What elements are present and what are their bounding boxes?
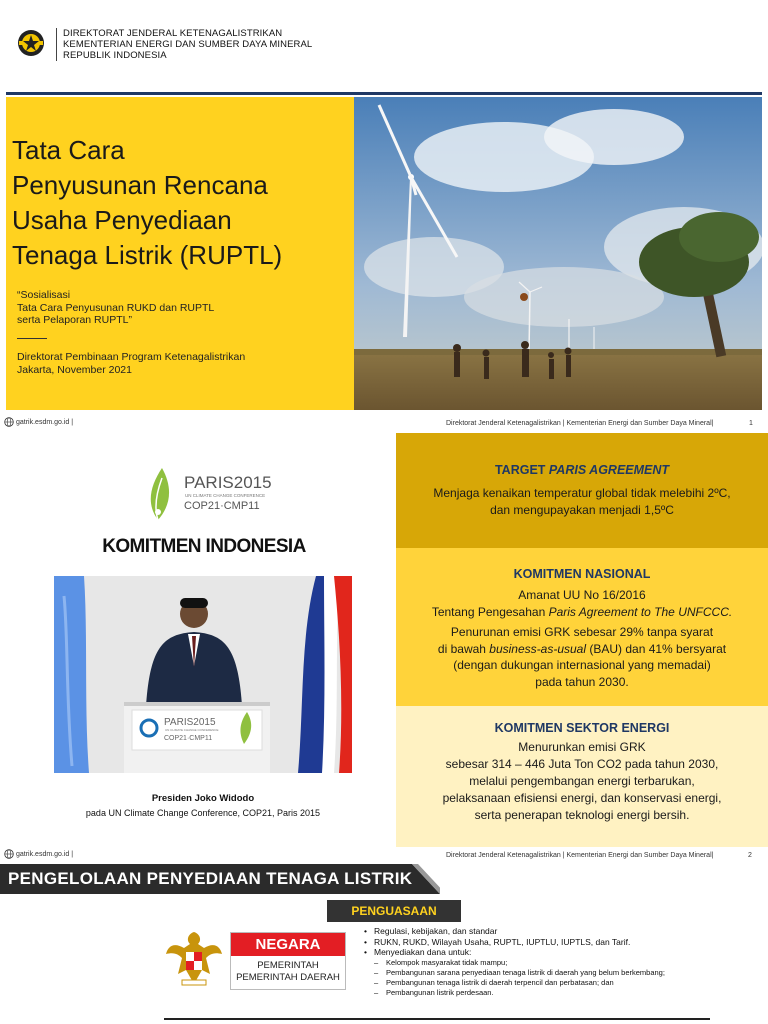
target-heading-pre: TARGET <box>494 463 549 477</box>
page-number: 2 <box>748 852 752 859</box>
nasional-line-4-pre: di bawah <box>437 641 490 656</box>
organizer-line-1: Direktorat Pembinaan Program Ketenagalistrikan <box>17 351 246 363</box>
sektor-line-2: sebesar 314 – 446 Juta Ton CO2 pada tahun 2030, <box>445 757 719 771</box>
caption-name: Presiden Joko Widodo <box>151 793 255 804</box>
footer-website <box>4 417 73 427</box>
nasional-line-5: (dengan dukungan internasional yang memadai) <box>453 658 711 672</box>
negara-sub-1: PEMERINTAH <box>257 960 319 971</box>
bullet-list <box>364 926 665 998</box>
page-number: 1 <box>749 420 753 427</box>
title-panel <box>6 97 354 410</box>
slide-3 <box>0 864 768 1024</box>
organizer <box>17 351 245 376</box>
target-heading <box>396 463 768 477</box>
subtitle-divider <box>17 338 47 339</box>
sektor-line-3: melalui pengembangan energi terbarukan, <box>469 774 695 788</box>
nasional-line-6: pada tahun 2030. <box>535 674 629 689</box>
header-line-1: DIREKTORAT JENDERAL KETENAGALISTRIKAN <box>63 28 283 39</box>
nasional-line-1: Amanat UU No 16/2016 <box>518 588 646 602</box>
bottom-rule <box>164 1018 710 1020</box>
negara-sub <box>231 956 345 984</box>
podium-logo-code: COP21·CMP11 <box>164 735 213 742</box>
cop-logo-code: COP21·CMP11 <box>184 500 260 512</box>
slide-1 <box>0 0 768 432</box>
sub-list-item: – Pembangunan tenaga listrik di daerah terpencil dan perbatasan; dan <box>364 978 665 988</box>
garuda-emblem <box>164 928 224 990</box>
nasional-line-2-pre: Tentang Pengesahan <box>431 604 549 619</box>
website-text: gatrik.esdm.go.id | <box>16 850 74 858</box>
nasional-heading: KOMITMEN NASIONAL <box>513 567 651 581</box>
penguasaan-label: PENGUASAAN <box>327 900 461 922</box>
slide-title <box>12 133 352 273</box>
subtitle-line-2: Tata Cara Penyusunan RUKD dan RUPTL <box>17 301 215 314</box>
title-line-1: Tata Cara <box>12 135 125 165</box>
slide-title: KOMITMEN INDONESIA <box>102 536 306 557</box>
list-item: • Menyediakan dana untuk: <box>364 947 665 958</box>
title-line-3: Usaha Penyediaan <box>12 205 232 235</box>
slide-header <box>16 28 312 61</box>
negara-label: NEGARA <box>231 933 345 956</box>
list-item: • RUKN, RUKD, Wilayah Usaha, RUPTL, IUPTLU, IUPTLS, dan Tarif. <box>364 937 665 948</box>
sektor-line-1: Menurunkan emisi GRK <box>518 740 646 754</box>
nasional-line-2 <box>396 604 768 621</box>
target-line-1: Menjaga kenaikan temperatur global tidak melebihi 2ºC, <box>433 486 731 500</box>
title-line-4: Tenaga Listrik (RUPTL) <box>12 240 283 270</box>
target-heading-em: PARIS AGREEMENT <box>548 463 670 477</box>
esdm-logo-icon <box>16 28 46 58</box>
title-line-2: Penyusunan Rencana <box>12 170 268 200</box>
subtitle-line-1: “Sosialisasi <box>17 289 71 301</box>
negara-sub-2: PEMERINTAH DAERAH <box>236 972 340 983</box>
wind-turbine-photo <box>354 97 762 410</box>
nasional-line-2-em: Paris Agreement to The UNFCCC. <box>548 604 733 619</box>
cop-logo-sub: UN CLIMATE CHANGE CONFERENCE <box>185 493 266 498</box>
website-text: gatrik.esdm.go.id | <box>16 418 74 426</box>
header-line-2: KEMENTERIAN ENERGI DAN SUMBER DAYA MINERAL <box>63 39 313 50</box>
globe-icon <box>4 417 14 427</box>
sektor-box <box>396 706 768 847</box>
sub-list-item: – Pembangunan listrik perdesaan. <box>364 988 665 998</box>
cop21-logo <box>142 464 302 522</box>
sektor-line-5: serta penerapan teknologi energi bersih. <box>474 808 690 822</box>
negara-box <box>230 932 346 990</box>
footer-website <box>4 849 73 859</box>
nasional-line-4-em: business-as-usual <box>489 641 587 656</box>
sub-list-item: – Pembangunan sarana penyediaan tenaga listrik di daerah yang belum berkembang; <box>364 968 665 978</box>
podium-logo-sub: UN CLIMATE CHANGE CONFERENCE <box>165 728 219 732</box>
podium-logo-title: PARIS2015 <box>164 717 216 728</box>
header-text <box>56 28 312 61</box>
subtitle <box>17 289 214 327</box>
nasional-line-3: Penurunan emisi GRK sebesar 29% tanpa syarat <box>450 625 714 639</box>
header-line-3: REPUBLIK INDONESIA <box>63 50 167 61</box>
cop-logo-title: PARIS2015 <box>184 473 272 492</box>
nasional-box <box>396 548 768 706</box>
sub-list-item: – Kelompok masyarakat tidak mampu; <box>364 958 665 968</box>
list-item: • Regulasi, kebijakan, dan standar <box>364 926 665 937</box>
footer-org: Direktorat Jenderal Ketenagalistrikan | Kementerian Energi dan Sumber Daya Mineral| <box>446 420 714 427</box>
subtitle-line-3: serta Pelaporan RUPTL” <box>17 314 132 326</box>
organizer-line-2: Jakarta, November 2021 <box>17 363 132 376</box>
target-box <box>396 433 768 548</box>
banner-title: PENGELOLAAN PENYEDIAAN TENAGA LISTRIK <box>8 869 413 888</box>
slide-2 <box>0 432 768 864</box>
footer-org: Direktorat Jenderal Ketenagalistrikan | Kementerian Energi dan Sumber Daya Mineral| <box>446 852 714 859</box>
sektor-line-4: pelaksanaan efisiensi energi, dan konservasi energi, <box>442 791 722 805</box>
caption-sub: pada UN Climate Change Conference, COP21, Paris 2015 <box>85 808 321 818</box>
nasional-line-4-post: (BAU) dan 41% bersyarat <box>586 641 727 656</box>
sektor-heading: KOMITMEN SEKTOR ENERGI <box>494 721 670 735</box>
header-rule <box>6 92 762 95</box>
globe-icon <box>4 849 14 859</box>
target-line-2: dan mengupayakan menjadi 1,5ºC <box>490 503 674 517</box>
nasional-line-4 <box>396 641 768 658</box>
president-photo <box>54 576 352 773</box>
